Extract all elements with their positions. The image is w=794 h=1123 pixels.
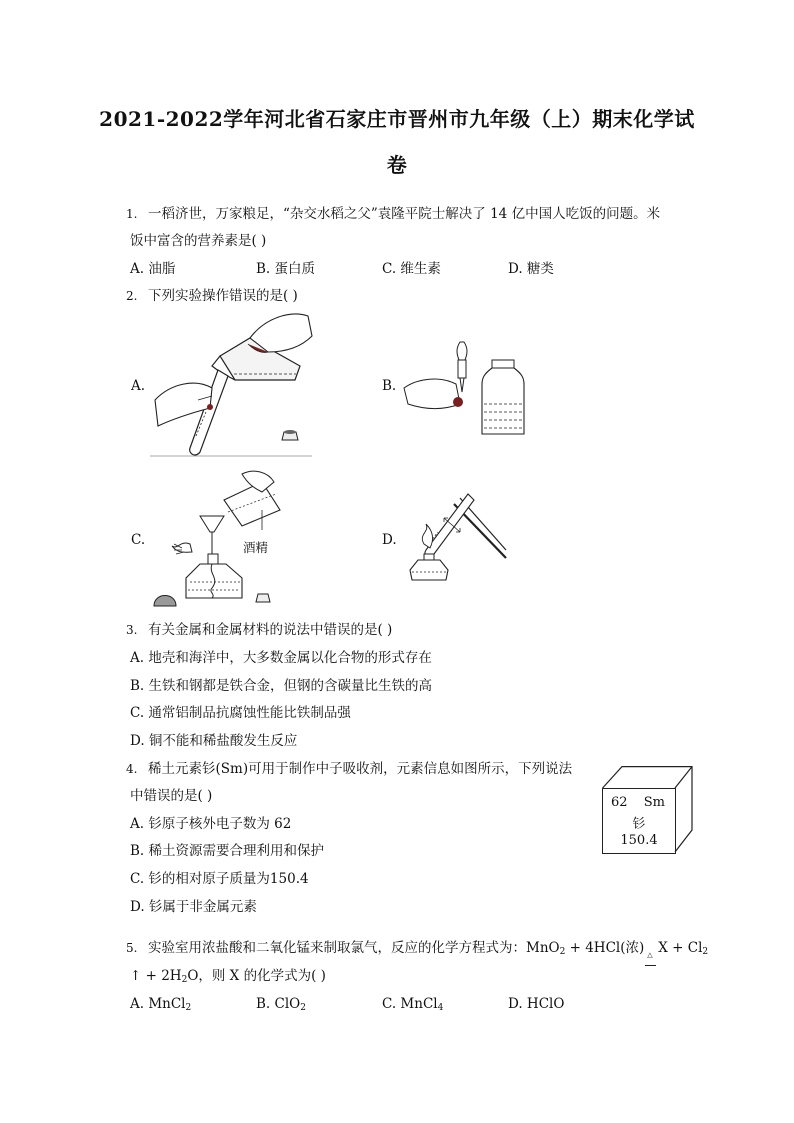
exam-title [80,96,714,188]
question-5-option-d[interactable] [508,990,564,1018]
question-2-option-b-label[interactable]: B. [382,378,397,394]
question-4-option-c[interactable]: C. 钐的相对原子质量为150.4 [130,871,309,887]
image-b-dropper-bottle [404,340,526,438]
element-symbol: Sm [643,795,665,810]
exam-title-line1: 2021-2022学年河北省石家庄市晋州市九年级（上）期末化学试 [99,107,695,131]
question-4-stem-part2: 中错误的是( ) [130,788,213,804]
question-5-option-b[interactable] [256,990,306,1022]
question-1-option-d[interactable]: D. 糖类 [508,261,554,277]
question-3-option-b[interactable]: B. 生铁和钢都是铁合金，但钢的含碳量比生铁的高 [130,678,433,694]
question-5-option-a-sub: 2 [185,1003,192,1013]
element-atomic-number: 62 [611,795,628,810]
heat-mark: △ [647,951,653,959]
question-3-stem: 有关金属和金属材料的说法中错误的是( ) [148,622,393,638]
alcohol-label: 酒精 [243,540,269,555]
question-5-stem-part2: + 4HCl(浓) [565,940,645,956]
question-4-stem-part1: 稀土元素钐(Sm)可用于制作中子吸收剂，元素信息如图所示，下列说法 [148,761,573,777]
question-2-line [126,282,298,310]
exam-title-line2: 卷 [386,153,408,177]
question-5-stem-part1: 实验室用浓盐酸和二氧化锰来制取氯气，反应的化学方程式为：MnO [148,940,560,956]
question-3-option-c[interactable]: C. 通常铝制品抗腐蚀性能比铁制品强 [130,705,351,721]
question-2-stem: 下列实验操作错误的是( ) [148,288,298,304]
question-3-option-a[interactable]: A. 地壳和海洋中，大多数金属以化合物的形式存在 [130,650,432,666]
question-5-option-c[interactable] [382,990,443,1022]
question-1-option-a[interactable]: A. 油脂 [130,261,176,277]
question-4-option-d[interactable]: D. 钐属于非金属元素 [130,899,257,915]
question-5-option-d-text: D. HClO [508,996,565,1012]
question-5-option-c-sub: 4 [437,1003,444,1013]
image-a-pouring-liquid [150,308,315,460]
question-5-stem-part4: ↑ + 2H [130,968,182,984]
element-atomic-mass: 150.4 [620,833,658,848]
question-5-option-a[interactable] [130,990,191,1022]
question-5-option-b-text: B. ClO [256,996,301,1012]
question-2-option-d-label[interactable]: D. [382,532,397,548]
image-d-heating-test-tube [400,488,512,588]
question-3-line [126,616,392,644]
question-5-option-c-text: C. MnCl [382,996,438,1012]
question-2-number: 2. [126,289,138,303]
element-name: 钐 [632,817,646,832]
question-5-stem-part5: O，则 X 的化学式为( ) [187,968,326,984]
question-2-option-c-label[interactable]: C. [131,532,146,548]
image-c-alcohol-lamp [150,470,310,610]
element-card [602,788,676,854]
question-4-option-b[interactable]: B. 稀土资源需要合理利用和保护 [130,843,325,859]
question-4-number: 4. [126,762,138,776]
question-4-line1 [126,755,572,783]
question-1-stem-part2: 饭中富含的营养素是( ) [130,233,267,249]
question-5-sub-2b: 2 [702,947,709,957]
question-5-option-a-text: A. MnCl [130,996,186,1012]
question-5-number: 5. [126,941,138,955]
question-5-sub-2c: 2 [181,975,188,985]
question-4-option-a[interactable]: A. 钐原子核外电子数为 62 [130,816,292,832]
question-1-number: 1. [126,207,138,221]
question-3-number: 3. [126,623,138,637]
question-1-option-b[interactable]: B. 蛋白质 [256,261,316,277]
question-5-stem-part3: X + Cl [658,940,703,956]
question-3-option-d[interactable]: D. 铜不能和稀盐酸发生反应 [130,733,298,749]
question-1-stem-part1: 一稻济世，万家粮足，“杂交水稻之父”袁隆平院士解决了 14 亿中国人吃饭的问题。米 [148,206,661,222]
question-5-option-b-sub: 2 [300,1003,306,1013]
question-1-option-c[interactable]: C. 维生素 [382,261,441,277]
question-1-line1 [126,200,660,228]
question-2-option-a-label[interactable]: A. [131,378,146,394]
question-5-sub-2a: 2 [559,947,566,957]
